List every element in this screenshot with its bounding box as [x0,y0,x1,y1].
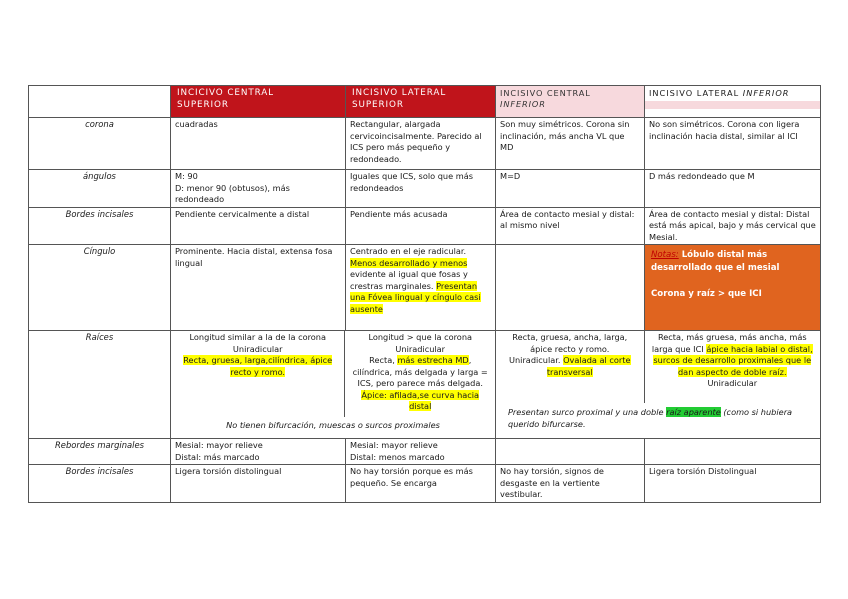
highlighted-text: Presentan una Fóvea lingual y cíngulo casi ausente [350,280,481,314]
highlighted-text: ápice hacia labial o distal, surcos de desarrollo proximales que le dan aspecto de doble raíz. [653,343,813,377]
header-incisivo-central-inferior [496,86,645,118]
highlighted-text: Menos desarrollado y menos [350,257,468,268]
highlighted-text: Recta, gruesa, larga,cilíndrica, ápice recto y romo. [183,355,333,377]
table-cell: Pendiente más acusada [346,207,496,245]
cell-text: Uniradicular [395,343,446,354]
table-cell [496,331,645,403]
highlighted-text: Ovalada al corte transversal [546,355,631,377]
table-cell [171,331,345,417]
table-row [29,207,821,245]
table-cell [346,245,496,331]
table-cell: M=D [496,170,645,208]
header-text: INCICIVO CENTRAL [177,88,274,98]
cell-text: Uniradicular. [508,355,564,365]
cell-text: evidente al igual que fosas y crestras marginales. [350,269,468,291]
notes-box [645,245,821,331]
table-row [29,118,821,170]
header-text: INFERIOR [500,99,546,109]
header-row [29,86,821,118]
notes-text: Corona y raíz > que ICI [651,289,762,299]
notes-label: Notas: [651,250,679,260]
header-text: SUPERIOR [352,100,404,110]
table-cell: Rectangular, alargada cervicoincisalmente. Parecido al ICS pero más pequeño y redondeado. [346,118,496,170]
raices-inferior-footnote [496,403,820,430]
header-text: INCISIVO LATERAL [352,88,447,98]
table-row [29,331,821,439]
table-cell: No hay torsión porque es más pequeño. Se encarga [346,465,496,503]
cell-text: Presentan surco proximal y una doble [508,407,667,417]
table-cell: Ligera torsión distolingual [171,465,346,503]
cell-line: Mesial: mayor relieve [350,440,438,450]
table-cell [345,331,495,417]
highlighted-text: raíz aparente [666,407,721,417]
cell-text: Centrado en el eje radicular. [350,246,467,256]
table-row [29,170,821,208]
table-cell: Área de contacto mesial y distal: al mismo nivel [496,207,645,245]
table-cell-empty [496,245,645,331]
table-cell: No hay torsión, signos de desgaste en la vertiente vestibular. [496,465,645,503]
table-cell: D más redondeado que M [645,170,821,208]
cell-line: M: 90 [175,171,198,181]
table-cell [645,331,820,403]
cell-line: D: menor 90 (obtusos), más redondeado [175,182,290,204]
header-text: INCISIVO CENTRAL [500,88,591,98]
cell-text: Recta, [369,355,398,365]
cell-text: Uniradicular [232,343,283,354]
row-label: corona [29,118,171,170]
table-cell: Área de contacto mesial y distal: Distal está más apical, bajo y más cervical que Mesial. [645,207,821,245]
cell-text: Recta, gruesa, ancha, larga, ápice recto y romo. [512,332,628,354]
table-row [29,245,821,331]
cell-text: Uniradicular [707,378,758,388]
table-cell: cuadradas [171,118,346,170]
raices-superior-cells [171,331,496,439]
highlighted-text: más estrecha MD [397,355,469,365]
table-row [29,439,821,465]
header-pink-strip [645,101,820,109]
notes-text: Lóbulo distal más desarrollado que el mesial [651,250,780,273]
table-cell: Pendiente cervicalmente a distal [171,207,346,245]
table-cell: Son muy simétricos. Corona sin inclinación, más ancha VL que MD [496,118,645,170]
table-cell [171,439,346,465]
header-incisivo-central-superior [171,86,346,118]
header-empty-cell [29,86,171,118]
cell-text: Longitud similar a la de la corona [189,332,326,342]
table-row [29,465,821,503]
header-text: INCISIVO LATERAL [649,88,743,98]
cell-line: Mesial: mayor relieve [175,440,263,450]
header-incisivo-lateral-superior [346,86,496,118]
table-cell: Iguales que ICS, solo que más redondeados [346,170,496,208]
cell-text: , cilíndrica, más delgada y larga = ICS, pero parece más delgada. [352,355,488,388]
row-label: Bordes incisales [29,207,171,245]
row-label: Rebordes marginales [29,439,171,465]
raices-superior-footnote: No tienen bifurcación, muescas o surcos proximales [226,420,440,430]
table-cell: Ligera torsión Distolingual [645,465,821,503]
row-label: Raíces [29,331,171,439]
cell-line: Distal: más marcado [175,451,260,462]
row-label: Cíngulo [29,245,171,331]
cell-line: Distal: menos marcado [350,451,445,462]
cell-text: (como si hubiera querido bifurcarse. [508,407,793,429]
header-text: SUPERIOR [177,100,229,110]
table-cell [645,439,821,465]
row-label: ángulos [29,170,171,208]
table-cell: No son simétricos. Corona con ligera inclinación hacia distal, similar al ICI [645,118,821,170]
table-cell: Prominente. Hacia distal, extensa fosa lingual [171,245,346,331]
header-text-italic: INFERIOR [742,88,790,98]
raices-inferior-cells [496,331,821,439]
table-cell [346,439,496,465]
header-incisivo-lateral-inferior [645,86,821,118]
highlighted-text: Ápice: afilada,se curva hacia distal [361,389,480,411]
table-cell [496,439,645,465]
cell-text: Recta, más gruesa, más ancha, más larga que ICI [651,332,807,354]
cell-text: Longitud > que la corona [368,332,473,342]
dental-comparison-table [28,85,821,503]
row-label: Bordes incisales [29,465,171,503]
table-cell [171,170,346,208]
